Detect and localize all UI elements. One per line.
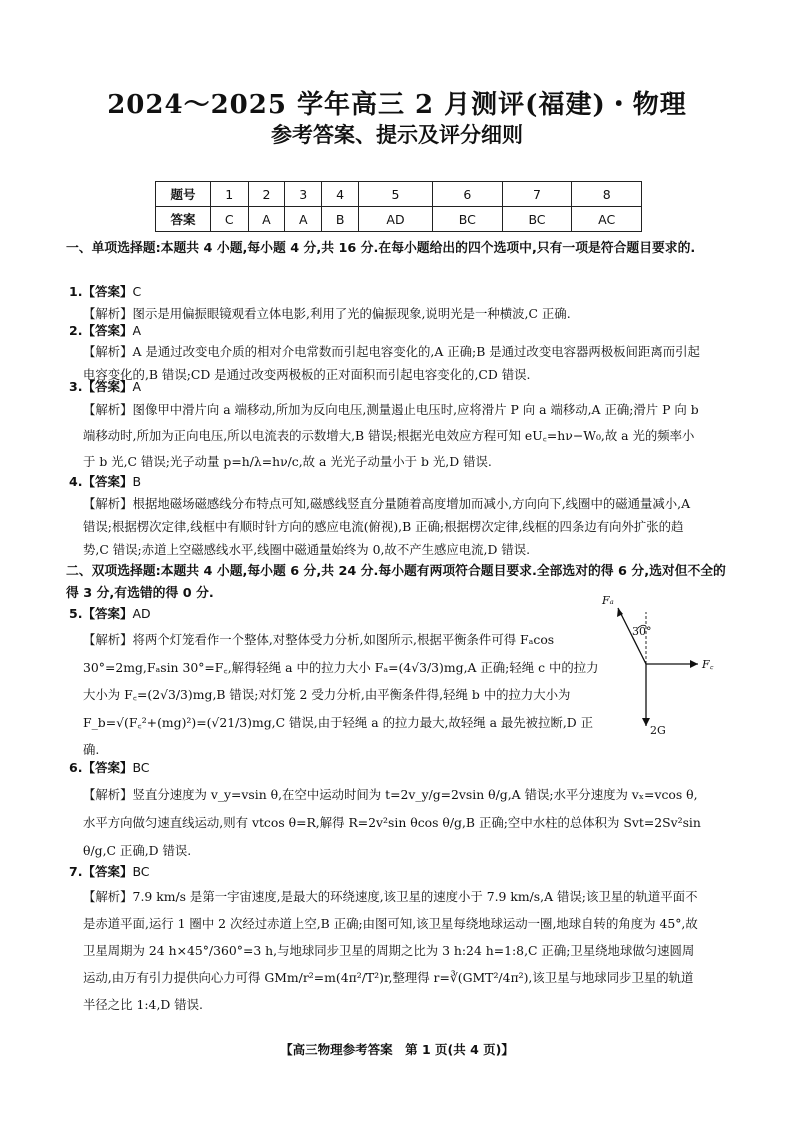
answer-cell: BC [502,207,572,232]
answer-cell: AD [359,207,433,232]
q6-answer-line [69,758,150,778]
question-number: 3 [285,182,322,207]
force-g-label: 2G [650,724,666,737]
force-fa-label: Fₐ [602,594,614,607]
q7-answer-label: 7.【答案】 [69,864,133,879]
answer-cell: C [211,207,249,232]
q5-analysis: 【解析】将两个灯笼看作一个整体,对整体受力分析,如图所示,根据平衡条件可得 Fₐcos 30°=2mg,Fₐsin 30°=F꜀,解得轻绳 a 中的拉力大小 Fₐ=(4√3/3)mg,A 正确;轻绳 c 中的拉力大小为 F꜀=(2√3/3)mg,B 错误;对灯笼 2 受力分析,由平衡条件得,轻绳 b 中的拉力大小为 F_b=√(F꜀²+(mg)²)=(√21/3)mg,C 错误,由于轻绳 a 的拉力最大,故轻绳 a 最先被拉断,D 正确. [83,632,599,757]
q5-answer-value: AD [132,606,151,621]
answer-table-answer-label: 答案 [156,207,211,232]
question-number: 7 [502,182,572,207]
q4-answer-value: B [132,474,142,489]
page-title: 2024～2025 学年高三 2 月测评(福建)・物理 [107,90,687,120]
q5-answer-label: 5.【答案】 [69,606,133,621]
angle-label: 30° [632,625,652,638]
q1-answer-value: C [132,284,142,299]
q4-answer-line [69,472,141,492]
q6-answer-value: BC [132,760,150,775]
question-number: 2 [248,182,285,207]
question-number: 5 [359,182,433,207]
q1-answer-line [69,282,141,302]
q2-answer-value: A [132,323,142,338]
question-number: 6 [432,182,502,207]
q3-answer-value: A [132,379,142,394]
answer-cell: BC [432,207,502,232]
question-number: 8 [572,182,642,207]
section-heading-single-choice: 一、单项选择题:本题共 4 小题,每小题 4 分,共 16 分.在每小题给出的四个选项中,只有一项是符合题目要求的. [66,241,696,256]
q3-answer-label: 3.【答案】 [69,379,133,394]
force-diagram [598,594,718,748]
question-number: 1 [211,182,249,207]
answer-cell: AC [572,207,642,232]
q2-answer-label: 2.【答案】 [69,323,133,338]
q7-analysis: 【解析】7.9 km/s 是第一宇宙速度,是最大的环绕速度,该卫星的速度小于 7.9 km/s,A 错误;该卫星的轨道平面不是赤道平面,运行 1 圈中 2 次经过赤道上空,B 正确;由图可知,该卫星每绕地球运动一圈,地球自转的角度为 45°,故卫星周期为 24 h×45°/360°=3 h,与地球同步卫星的周期之比为 3 h:24 h=1:8,C 正确;卫星绕地球做匀速圆周运动,由万有引力提供向心力可得 GMm/r²=m(4π²/T²)r,整理得 r=∛(GMT²/4π²),该卫星与地球同步卫星的轨道半径之比 1:4,D 错误. [83,889,698,1012]
q1-answer-label: 1.【答案】 [69,284,133,299]
page-subtitle: 参考答案、提示及评分细则 [271,122,523,147]
q2-analysis: 【解析】A 是通过改变电介质的相对介电常数而引起电容变化的,A 正确;B 是通过改变电容器两极板间距离而引起电容变化的,B 错误;CD 是通过改变两极板的正对面积而引起电容变化的,CD 错误. [83,344,700,382]
force-g-arrowhead [642,718,650,726]
q7-answer-line [69,862,150,882]
q6-answer-label: 6.【答案】 [69,760,133,775]
q7-answer-value: BC [132,864,150,879]
q6-analysis: 【解析】竖直分速度为 v_y=vsin θ,在空中运动时间为 t=2v_y/g=2vsin θ/g,A 错误;水平分速度为 vₓ=vcos θ,水平方向做匀速直线运动,则有 vtcos θ=R,解得 R=2v²sin θcos θ/g,B 正确;空中水柱的总体积为 Svt=2Sv²sin θ/g,C 正确,D 错误. [83,787,701,858]
answer-cell: B [322,207,359,232]
answer-table-number-row [156,182,642,207]
answer-table-header-label: 题号 [156,182,211,207]
page-footer: 【高三物理参考答案 第 1 页(共 4 页)】 [280,1042,514,1057]
q3-answer-line [69,377,141,397]
answer-table-answer-row [156,207,642,232]
answer-cell: A [248,207,285,232]
force-fc-label: F꜀ [702,658,714,671]
q5-answer-line [69,604,151,624]
answer-table [155,181,642,232]
q4-analysis: 【解析】根据地磁场磁感线分布特点可知,磁感线竖直分量随着高度增加而减小,方向向下,线圈中的磁通量减小,A 错误;根据楞次定律,线框中有顺时针方向的感应电流(俯视),B 正确;根据楞次定律,线框的四条边有向外扩张的趋势,C 错误;赤道上空磁感线水平,线圈中磁通量始终为 0,故不产生感应电流,D 错误. [83,496,691,557]
q4-answer-label: 4.【答案】 [69,474,133,489]
force-diagram-svg [598,594,718,748]
q3-analysis: 【解析】图像甲中滑片向 a 端移动,所加为反向电压,测量遏止电压时,应将滑片 P 向 a 端移动,A 正确;滑片 P 向 b 端移动时,所加为正向电压,所以电流表的示数增大,B 错误;根据光电效应方程可知 eU꜀=hν−W₀,故 a 光的频率小于 b 光,C 错误;光子动量 p=h/λ=hν/c,故 a 光光子动量小于 b 光,D 错误. [83,402,699,469]
answer-cell: A [285,207,322,232]
force-fc-arrowhead [690,660,698,668]
q1-analysis: 【解析】图示是用偏振眼镜观看立体电影,利用了光的偏振现象,说明光是一种横波,C 正确. [83,306,571,321]
q2-answer-line [69,321,141,341]
section-heading-double-choice: 二、双项选择题:本题共 4 小题,每小题 6 分,共 24 分.每小题有两项符合题目要求.全部选对的得 6 分,选对但不全的得 3 分,有选错的得 0 分. [66,564,726,601]
question-number: 4 [322,182,359,207]
